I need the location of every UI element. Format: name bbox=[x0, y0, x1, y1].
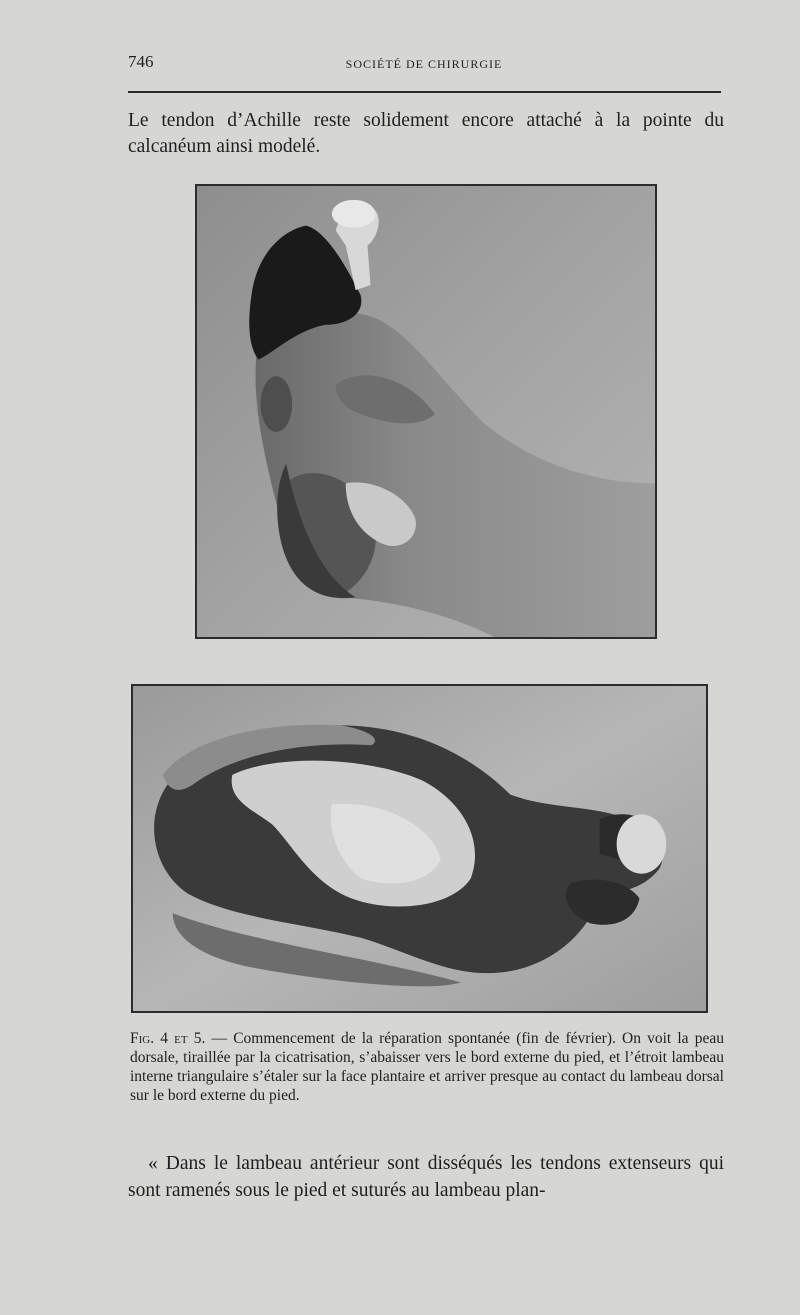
figure-5-photo bbox=[131, 684, 708, 1013]
page-number: 746 bbox=[128, 52, 154, 71]
body-paragraph: « Dans le lambeau antérieur sont disséqués les tendons extenseurs qui sont ramenés sous le pied et suturés au lambeau plan- bbox=[128, 1153, 724, 1201]
foot-plantar-photo-icon bbox=[133, 686, 706, 1011]
header-rule bbox=[128, 91, 721, 93]
caption-label: Fig. 4 et 5. bbox=[130, 1030, 206, 1047]
figure-caption bbox=[130, 1029, 724, 1105]
page-header bbox=[128, 52, 720, 74]
running-head: SOCIÉTÉ DE CHIRURGIE bbox=[345, 57, 503, 71]
foot-lateral-photo-icon bbox=[197, 186, 655, 637]
intro-paragraph: Le tendon d’Achille reste solidement encore attaché à la pointe du calcanéum ainsi modelé. bbox=[128, 110, 724, 157]
figure-4-photo bbox=[195, 184, 657, 639]
caption-text: — Commencement de la réparation spontanée (fin de février). On voit la peau dorsale, tiraillée par la cicatrisation, s’abaisser vers le bord externe du pied, et l’étroit lambeau interne triangulaire s’étaler sur la face plantaire et arriver presque au contact du lambeau dorsal sur le bord externe du pied. bbox=[130, 1030, 724, 1104]
